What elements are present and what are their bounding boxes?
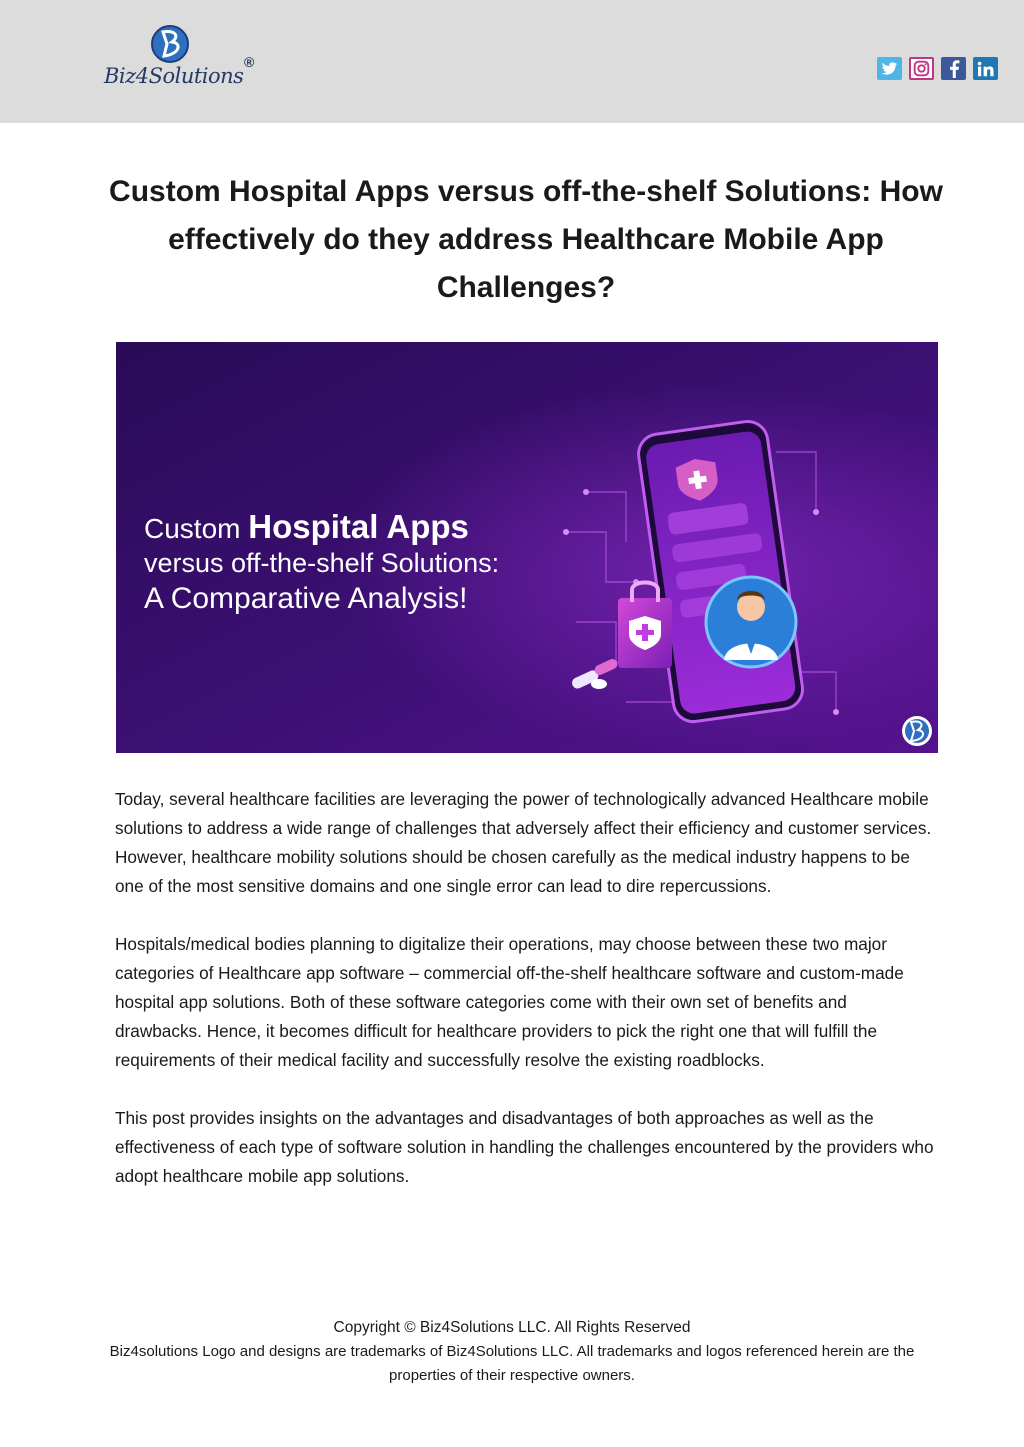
svg-text:Custom Hospital Apps [144, 508, 469, 545]
banner-logo-badge-icon [902, 716, 932, 746]
page-footer [104, 1316, 920, 1388]
twitter-icon[interactable] [877, 57, 902, 80]
hero-banner-image [116, 342, 938, 753]
logo-text: Biz4Solutions [104, 64, 244, 88]
registered-mark: ® [244, 54, 255, 70]
paragraph-intro: Today, several healthcare facilities are leveraging the power of technologically advanced Healthcare mobile solutions to address a wide range of challenges that adversely affect their efficiency and customer services. However, healthcare mobility solutions should be chosen carefully as the medical industry happens to be one of the most sensitive domains and one single error can lead to dire repercussions. [115, 789, 932, 896]
linkedin-icon[interactable] [973, 57, 998, 80]
banner-line3: A Comparative Analysis! [144, 582, 468, 615]
paragraph-insights: This post provides insights on the advantages and disadvantages of both approaches as well as the effectiveness of each type of software solution in handling the challenges encountered by the providers who adopt healthcare mobile app solutions. [115, 1108, 934, 1186]
logo-mark-icon [150, 24, 190, 64]
paragraph-categories: Hospitals/medical bodies planning to digitalize their operations, may choose between these two major categories of Healthcare app software – commercial off-the-shelf healthcare software and custom-made hospital app solutions. Both of these software categories come with their own set of benefits and drawbacks. Hence, it becomes difficult for healthcare providers to pick the right one that will fulfill the requirements of their medical facility and successfully resolve the existing roadblocks. [115, 934, 904, 1070]
biz4solutions-logo[interactable] [104, 24, 264, 94]
social-links [877, 57, 998, 81]
instagram-icon[interactable] [909, 57, 934, 80]
copyright-text: Copyright © Biz4Solutions LLC. All Rights Reserved [333, 1319, 691, 1336]
article-body [115, 785, 935, 1220]
trademark-text: Biz4solutions Logo and designs are trademarks of Biz4Solutions LLC. All trademarks and logos referenced herein are the properties of their respective owners. [109, 1343, 915, 1384]
banner-line1-prefix: Custom [144, 513, 249, 544]
facebook-icon[interactable] [941, 57, 966, 80]
article-title: Custom Hospital Apps versus off-the-shelf Solutions: How effectively do they address Healthcare Mobile App Challenges? [109, 175, 943, 305]
banner-line2: versus off-the-shelf Solutions: [144, 548, 500, 578]
page-header [0, 0, 1024, 123]
banner-line1-bold: Hospital Apps [248, 508, 469, 545]
